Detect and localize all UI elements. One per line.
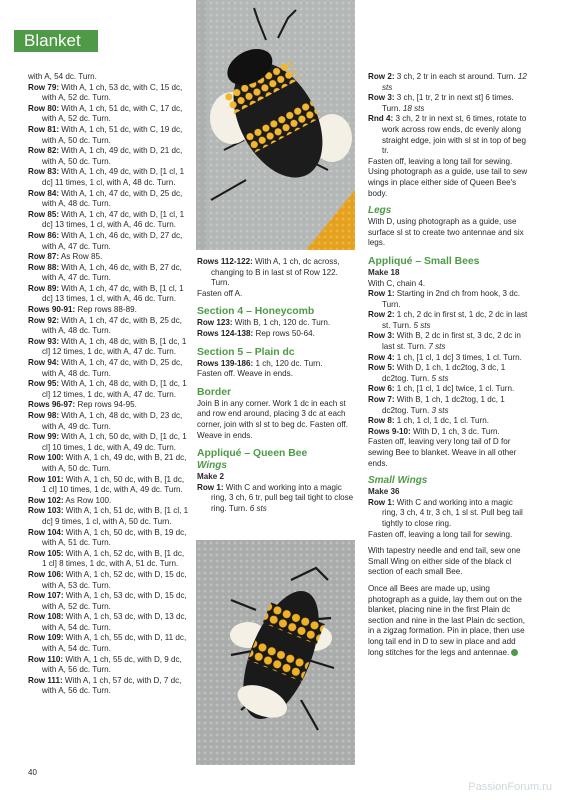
pattern-row	[28, 305, 190, 316]
row-label: Row 111:	[28, 675, 63, 685]
pattern-row	[368, 416, 528, 427]
row-label: Row 105:	[28, 548, 64, 558]
pattern-row	[28, 189, 190, 210]
row-text: With A, 1 ch, 47 dc, with D, 25 dc, with A, 48 dc. Turn.	[42, 188, 183, 209]
pattern-row	[368, 353, 528, 364]
layout-paragraph: Once all Bees are made up, using photograph as a guide, lay them out on the blanket, placing nine in the first Plain dc section and nine in the last Plain dc section, in a zigzag formation. Pin in place, then use long tail end in D to sew in place and add long stitches for the legs and antennae.	[368, 583, 526, 657]
row-label: Row 100:	[28, 453, 64, 463]
pattern-row	[28, 167, 190, 188]
row-text: With A, 1 ch, 53 dc, with D, 15 dc, with A, 52 dc. Turn.	[42, 591, 187, 611]
small-wings-fasten: Fasten off, leaving a long tail for sewing.	[368, 529, 513, 539]
pattern-row	[28, 104, 190, 125]
row-label: Row 6:	[368, 384, 395, 394]
row-label: Rows 96-97:	[28, 400, 76, 410]
row-text: 1 ch, [1 cl, 1 dc] 3 times, 1 cl. Turn.	[396, 352, 522, 362]
pattern-row	[28, 83, 190, 104]
row-label: Row 82:	[28, 146, 60, 156]
pattern-row	[28, 125, 190, 146]
row-text: With A, 1 ch, 48 dc, with D, 23 dc, with A, 49 dc. Turn.	[42, 411, 183, 431]
pattern-row	[28, 506, 190, 527]
pattern-row	[28, 252, 190, 263]
pattern-column-1	[28, 72, 190, 697]
pattern-row	[28, 400, 190, 411]
pattern-column-3	[368, 72, 528, 658]
with-c-chain: With C, chain 4.	[368, 278, 426, 288]
row-text: 1 ch, 1 cl, 1 dc, 1 cl. Turn.	[396, 416, 490, 426]
row-text: With A, 1 ch, 47 dc, with D, [1 cl, 1 dc] 13 times, 1 cl, with A, 46 dc. Turn.	[42, 209, 185, 230]
row-text: Rep rows 88-89.	[77, 305, 137, 315]
stitch-count: 5 sts	[431, 373, 449, 383]
pattern-row	[28, 358, 190, 379]
small-bee-rows	[368, 289, 528, 437]
row-label: Row 87:	[28, 252, 60, 262]
pattern-row	[28, 146, 190, 167]
wings-row-1: Row 1: With C and working into a magic ring, 3 ch, 6 tr, pull beg tail tight to close ring. Turn. 6 sts	[197, 482, 354, 513]
row-label: Row 85:	[28, 209, 60, 219]
pattern-row	[28, 263, 190, 284]
legs-heading: Legs	[368, 205, 392, 217]
pattern-row	[368, 395, 528, 416]
row-label: Row 3:	[368, 331, 395, 341]
make-18: Make 18	[368, 267, 400, 277]
small-bee-image	[196, 540, 355, 765]
row-text: With A, 1 ch, 51 dc, with B, [1 cl, 1 dc] 9 times, 1 cl, with A, 50 dc. Turn.	[42, 506, 189, 526]
pattern-row	[28, 231, 190, 252]
row-123: Row 123: With B, 1 ch, 120 dc. Turn.	[197, 318, 331, 328]
row-label: Row 95:	[28, 379, 60, 389]
small-wings-row-1: Row 1: With C and working into a magic ring, 3 ch, 4 tr, 3 ch, 1 sl st. Pull beg tail tightly to close ring.	[368, 497, 523, 528]
queen-bee-photo	[196, 0, 355, 250]
row-text: With A, 1 ch, 50 dc, with B, [1 dc, 1 cl] 10 times, 1 dc, with A, 49 dc. Turn.	[42, 474, 185, 495]
row-label: Row 92:	[28, 315, 60, 325]
row-text: With A, 1 ch, 52 dc, with B, [1 dc, 1 cl] 8 times, 1 dc, with A, 51 dc. Turn.	[42, 548, 185, 569]
pattern-row	[28, 570, 190, 591]
row-text: With A, 1 ch, 46 dc, with D, 27 dc, with A, 47 dc. Turn.	[42, 230, 183, 251]
pattern-row	[28, 210, 190, 231]
pattern-row	[368, 289, 528, 310]
pattern-row	[28, 591, 190, 612]
row-label: Row 109:	[28, 633, 64, 643]
row-label: Row 106:	[28, 569, 64, 579]
row-text: With A, 1 ch, 47 dc, with D, 25 dc, with A, 48 dc. Turn.	[42, 358, 183, 378]
border-text: Join B in any corner. Work 1 dc in each st and row end around, placing 3 dc at each corner, join with sl st to beg dc. Fasten off. Weave in ends.	[197, 398, 349, 440]
row-3: Row 3: 3 ch, [1 tr, 2 tr in next st] 6 times. Turn. 18 sts	[368, 93, 514, 113]
small-bees-heading: Appliqué – Small Bees	[368, 255, 480, 267]
fasten-a: Fasten off A.	[197, 288, 243, 298]
pattern-row	[28, 284, 190, 305]
row-text: With A, 1 ch, 51 dc, with C, 17 dc, with A, 52 dc. Turn.	[42, 103, 183, 124]
pattern-row	[28, 453, 190, 474]
row-text: With A, 1 ch, 50 dc, with B, 19 dc, with A, 51 dc. Turn.	[42, 527, 187, 548]
pattern-row	[368, 427, 528, 438]
wings-heading: Wings	[197, 460, 227, 472]
row-label: Row 80:	[28, 103, 60, 113]
page-number: 40	[28, 768, 37, 777]
rows-139-186: Rows 139-186: 1 ch, 120 dc. Turn.	[197, 358, 323, 368]
pattern-row	[28, 676, 190, 697]
section-tab: Blanket	[14, 30, 98, 52]
pattern-row	[28, 655, 190, 676]
row-text: With A, 1 ch, 48 dc, with D, [1 dc, 1 cl] 12 times, 1 dc, with A, 47 dc. Turn.	[42, 379, 187, 399]
row-text: With A, 1 ch, 52 dc, with D, 15 dc, with A, 53 dc. Turn.	[42, 569, 187, 590]
pattern-row	[28, 496, 190, 507]
row-label: Row 86:	[28, 230, 60, 240]
legs-text: With D, using photograph as a guide, use surface sl st to create two antennae and six legs.	[368, 217, 524, 248]
row-text: With A, 1 ch, 49 dc, with D, [1 cl, 1 dc] 11 times, 1 cl, with A, 48 dc. Turn.	[42, 167, 185, 187]
row-label: Row 99:	[28, 432, 60, 442]
row-text: 1 ch, 2 dc in first st, 1 dc, 2 dc in last st. Turn.	[382, 310, 528, 330]
row-label: Rows 9-10:	[368, 426, 411, 436]
row-text: With A, 1 ch, 49 dc, with D, 21 dc, with A, 50 dc. Turn.	[42, 146, 183, 166]
row-label: Row 93:	[28, 336, 60, 346]
pattern-row	[28, 72, 190, 83]
row-text: As Row 100.	[65, 495, 112, 505]
section-5-heading: Section 5 – Plain dc	[197, 346, 295, 358]
row-label: Row 88:	[28, 262, 60, 272]
pattern-column-2	[197, 257, 357, 515]
small-bee-photo	[196, 540, 355, 765]
rows-124-138: Rows 124-138: Rep rows 50-64.	[197, 328, 315, 338]
pattern-row	[368, 331, 528, 352]
row-2: Row 2: 3 ch, 2 tr in each st around. Turn. 12 sts	[368, 72, 527, 92]
row-text: With A, 1 ch, 48 dc, with B, [1 dc, 1 cl] 12 times, 1 dc, with A, 47 dc. Turn.	[42, 336, 187, 357]
rnd-4: Rnd 4: 3 ch, 2 tr in next st, 6 times, rotate to work across row ends, dc evenly along straight edge, join with sl st in top of beg tr.	[368, 114, 527, 156]
row-label: Row 79:	[28, 82, 60, 92]
row-label: Row 94:	[28, 358, 60, 368]
row-label: Row 4:	[368, 352, 395, 362]
row-label: Row 5:	[368, 363, 395, 373]
row-label: Rows 90-91:	[28, 305, 76, 315]
row-label: Row 81:	[28, 124, 60, 134]
row-text: with A, 54 dc. Turn.	[28, 72, 97, 81]
stitch-count: 5 sts	[413, 320, 431, 330]
row-text: With D, 1 ch, 3 dc. Turn.	[412, 426, 500, 436]
row-text: With A, 1 ch, 55 dc, with D, 11 dc, with A, 54 dc. Turn.	[42, 633, 187, 654]
pattern-row	[368, 310, 528, 331]
row-label: Row 101:	[28, 474, 64, 484]
row-label: Row 102:	[28, 495, 64, 505]
row-text: With B, 2 dc in first st, 3 dc, 2 dc in last st. Turn.	[382, 331, 521, 352]
row-label: Row 89:	[28, 283, 60, 293]
pattern-row	[28, 337, 190, 358]
row-label: Row 107:	[28, 591, 64, 601]
row-label: Row 108:	[28, 612, 64, 622]
row-label: Row 8:	[368, 416, 395, 426]
rows-112-122: Rows 112-122: With A, 1 ch, dc across, changing to B in last st of Row 122. Turn.	[197, 257, 340, 288]
row-label: Row 110:	[28, 654, 64, 664]
queen-bee-heading: Appliqué – Queen Bee	[197, 448, 308, 460]
pattern-row	[28, 316, 190, 337]
row-text: Rep rows 94-95.	[77, 400, 137, 410]
row-label: Row 2:	[368, 310, 395, 320]
fasten-weave: Fasten off. Weave in ends.	[197, 369, 293, 379]
row-text: With A, 1 ch, 53 dc, with D, 13 dc, with A, 54 dc. Turn.	[42, 612, 187, 632]
watermark: PassionForum.ru	[468, 781, 552, 793]
wings-fasten-text: Fasten off, leaving a long tail for sewing. Using photograph as a guide, use tail to sew wings in place either side of Queen Bee's body.	[368, 156, 528, 198]
row-label: Row 7:	[368, 395, 395, 405]
row-text: Starting in 2nd ch from hook, 3 dc. Turn.	[382, 289, 521, 309]
row-text: With A, 1 ch, 47 dc, with B, [1 cl, 1 dc] 13 times, 1 cl, with A, 46 dc. Turn.	[42, 283, 184, 304]
pattern-row	[28, 432, 190, 453]
row-label: Row 1:	[368, 289, 395, 299]
row-label: Row 104:	[28, 527, 64, 537]
row-text: 1 ch, [1 cl, 1 dc] twice, 1 cl. Turn.	[396, 384, 515, 394]
pattern-row	[28, 379, 190, 400]
row-text: With A, 1 ch, 50 dc, with D, [1 dc, 1 cl] 10 times, 1 dc, with A, 49 dc. Turn.	[42, 432, 187, 452]
small-bee-fasten: Fasten off, leaving very long tail of D for sewing Bee to blanket. Weave in all other ends.	[368, 437, 517, 468]
pattern-row	[28, 633, 190, 654]
row-text: With A, 1 ch, 57 dc, with D, 7 dc, with A, 56 dc. Turn.	[42, 675, 182, 696]
row-text: With A, 1 ch, 53 dc, with C, 15 dc, with A, 52 dc. Turn.	[42, 82, 183, 103]
end-mark-icon	[511, 649, 518, 656]
pattern-row	[368, 363, 528, 384]
pattern-row	[368, 384, 528, 395]
section-4-heading: Section 4 – Honeycomb	[197, 306, 315, 318]
row-text: With D, 1 ch, 1 dc2tog, 3 dc, 1 dc2tog. Turn.	[382, 363, 506, 383]
pattern-row	[28, 549, 190, 570]
pattern-row	[28, 475, 190, 496]
small-wings-heading: Small Wings	[368, 475, 428, 487]
row-label: Row 83:	[28, 167, 60, 177]
row-text: With A, 1 ch, 51 dc, with C, 19 dc, with A, 50 dc. Turn.	[42, 124, 183, 145]
make-36: Make 36	[368, 487, 400, 497]
border-heading: Border	[197, 386, 232, 398]
stitch-count: 3 sts	[431, 405, 449, 415]
pattern-row	[28, 411, 190, 432]
pattern-row	[28, 612, 190, 633]
row-text: With A, 1 ch, 46 dc, with B, 27 dc, with A, 47 dc. Turn.	[42, 262, 182, 283]
row-text: As Row 85.	[60, 252, 103, 262]
row-label: Row 98:	[28, 411, 60, 420]
row-text: With A, 1 ch, 55 dc, with D, 9 dc, with A, 56 dc. Turn.	[42, 654, 182, 675]
pattern-row	[28, 528, 190, 549]
row-text: With B, 1 ch, 1 dc2tog, 1 dc, 1 dc2tog. Turn.	[382, 395, 505, 415]
queen-bee-image	[196, 0, 355, 250]
row-text: With A, 1 ch, 47 dc, with B, 25 dc, with A, 48 dc. Turn.	[42, 315, 182, 336]
make-2: Make 2	[197, 472, 224, 482]
row-label: Row 84:	[28, 188, 60, 198]
stitch-count: 7 sts	[428, 342, 446, 352]
sewing-paragraph: With tapestry needle and end tail, sew one Small Wing on either side of the black cl section of each small Bee.	[368, 546, 521, 577]
row-label: Row 103:	[28, 506, 64, 516]
row-text: With A, 1 ch, 49 dc, with B, 21 dc, with A, 50 dc. Turn.	[42, 453, 187, 473]
